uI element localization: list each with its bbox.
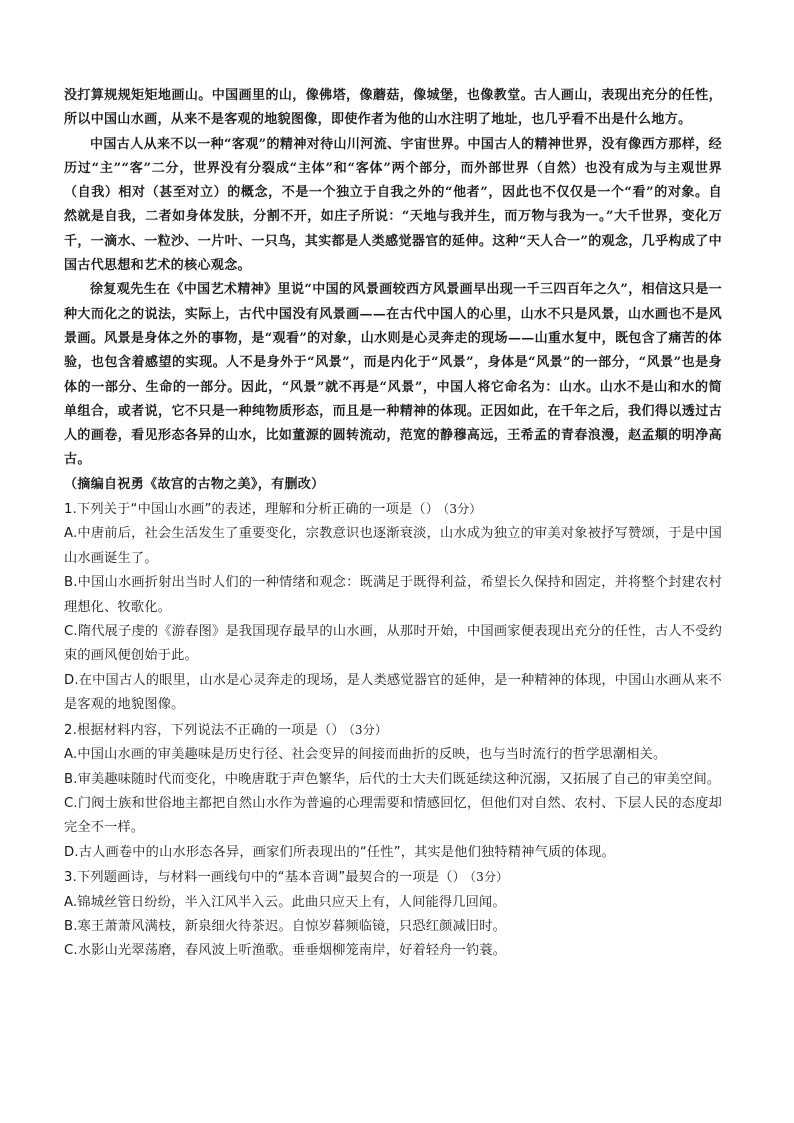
question-option: B.中国山水画折射出当时人们的一种情绪和观念：既满足于既得利益，希望长久保持和固定，并将整个封建农村理想化、牧歌化。	[64, 575, 722, 615]
question-1	[64, 497, 722, 718]
question-option: D.在中国古人的眼里，山水是心灵奔走的现场，是人类感觉器官的延伸，是一种精神的体现，中国山水画从来不是客观的地貌图像。	[64, 672, 722, 713]
question-stem	[64, 865, 722, 890]
question-stem	[64, 718, 722, 743]
essay-source: （摘编自祝勇《故宫的古物之美》，有删改）	[64, 476, 325, 492]
question-option: A.锦城丝管日纷纷，半入江风半入云。此曲只应天上有，人间能得几回闻。	[64, 894, 506, 910]
question-list	[64, 497, 722, 964]
question-stem-text: 3.下列题画诗，与材料一画线句中的“基本音调”最契合的一项是（）	[64, 870, 466, 886]
question-2	[64, 718, 722, 865]
essay-paragraph-3: 徐复观先生在《中国艺术精神》里说“中国的风景画较西方风景画早出现一千三四百年之久”，相信这只是一种大而化之的说法，实际上，古代中国没有风景画——在古代中国人的心里，山水不只是风景，山水画也不是风景画。风景是身体之外的事物，是“观看”的对象，山水则是心灵奔走的现场——山重水复中，既包含了痛苦的体验，也包含着感望的实现。人不是身外于“风景”，而是内化于“风景”，身体是“风景”的一部分，“风景”也是身体的一部分、生命的一部分。因此，“风景”就不再是“风景”，中国人将它命名为：山水。山水不是山和水的简单组合，或者说，它不只是一种纯物质形态，而且是一种精神的体现。正因如此，在千年之后，我们得以透过古人的画卷，看见形态各异的山水，比如董源的圆转流动，范宽的静穆高远，王希孟的青春浪漫，赵孟頫的明净高古。	[64, 282, 722, 468]
question-score: （3分）	[348, 722, 388, 737]
question-stem-text: 1.下列关于“中国山水画”的表述，理解和分析正确的一项是（）	[64, 502, 440, 518]
question-option: B.寒王萧萧风满枝，新泉细火待茶迟。自惊岁暮频临镜，只恐红颜减旧时。	[64, 918, 507, 934]
question-score: （3分）	[443, 502, 482, 517]
question-option: B.审美趣味随时代而变化，中晚唐耽于声色繁华，后代的士大夫们既延续这种沉溺，又拓展了自己的审美空间。	[64, 771, 721, 787]
question-option: C.隋代展子虔的《游春图》是我国现存最早的山水画，从那时开始，中国画家便表现出充分的任性，古人不受约束的画风便创始于此。	[64, 624, 722, 664]
question-option: C.门阀士族和世俗地主都把自然山水作为普遍的心理需要和情感回忆，但他们对自然、农村、下层人民的态度却完全不一样。	[64, 795, 722, 836]
essay-paragraph-1: 没打算规规矩矩地画山。中国画里的山，像佛塔，像蘑菇，像城堡，也像教堂。古人画山，表现出充分的任性，所以中国山水画，从来不是客观的地貌图像，即使作者为他的山水注明了地址，也几乎看不出是什么地方。	[64, 88, 722, 128]
question-3	[64, 865, 722, 964]
question-stem-text: 2.根据材料内容，下列说法不正确的一项是（）	[64, 722, 345, 738]
question-option: A.中唐前后，社会生活发生了重要变化，宗教意识也逐渐衰淡，山水成为独立的审美对象被抒写赞颂，于是中国山水画诞生了。	[64, 526, 722, 566]
essay-paragraph-2: 中国古人从来不以一种“客观”的精神对待山川河流、宇宙世界。中国古人的精神世界，没有像西方那样，经历过“主”“客”二分，世界没有分裂成“主体”和“客体”两个部分，而外部世界（自然）也没有成为与主观世界（自我）相对（甚至对立）的概念，不是一个独立于自我之外的“他者”，因此也不仅仅是一个“看”的对象。自然就是自我，二者如身体发肤，分割不开，如庄子所说：“天地与我并生，而万物与我为一。”大千世界，变化万千，一滴水、一粒沙、一片叶、一只鸟，其实都是人类感觉器官的延伸。这种“天人合一”的观念，几乎构成了中国古代思想和艺术的核心观念。	[64, 136, 722, 274]
question-option: C.水影山光翠荡磨，春风波上听渔歌。垂垂烟柳笼南岸，好着轻舟一钓蓑。	[64, 943, 507, 959]
question-option: A.中国山水画的审美趣味是历史行径、社会变异的间接而曲折的反映，也与当时流行的哲学思潮相关。	[64, 747, 667, 763]
essay-body	[64, 84, 722, 497]
question-score: （3分）	[469, 870, 509, 885]
question-stem	[64, 497, 722, 522]
question-option: D.古人画卷中的山水形态各异，画家们所表现出的“任性”，其实是他们独特精神气质的体现。	[64, 844, 615, 860]
